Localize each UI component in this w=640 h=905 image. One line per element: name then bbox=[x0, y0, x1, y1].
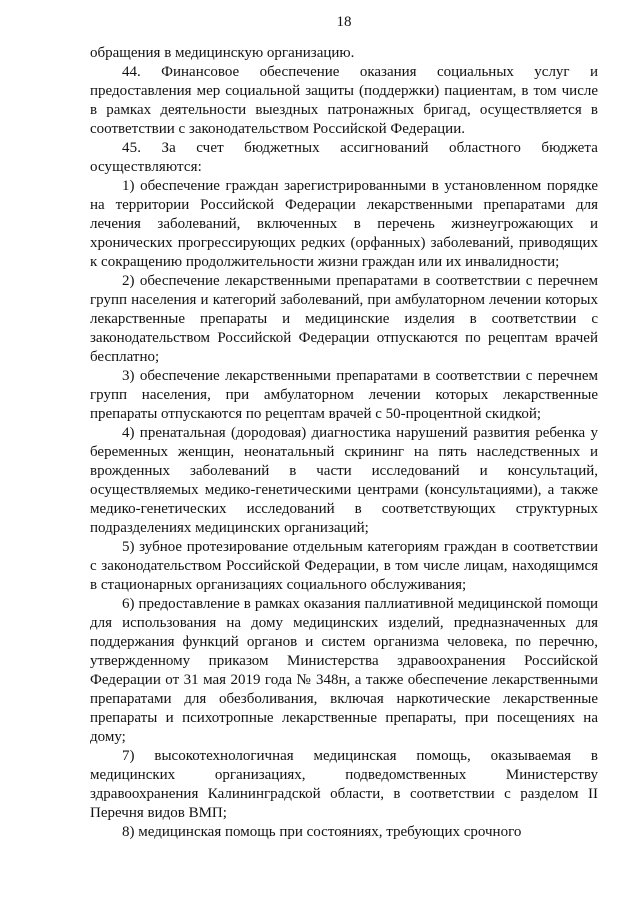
list-item-3: 3) обеспечение лекарственными препаратами в соответствии с перечнем групп населения, при амбулаторном лечении которых лекарственные препараты отпускаются по рецептам врачей с 50-процентной скидкой; bbox=[90, 368, 598, 422]
list-item-5: 5) зубное протезирование отдельным категориям граждан в соответствии с законодательством Российской Федерации, в том числе лицам, находящимся в стационарных организациях социального обслуживания; bbox=[90, 539, 598, 593]
paragraph-continuation: обращения в медицинскую организацию. bbox=[90, 45, 355, 61]
list-item-6: 6) предоставление в рамках оказания паллиативной медицинской помощи для использования на дому медицинских изделий, предназначенных для поддержания функций органов и систем организма человека, по перечню, утвержденному приказом Министерства здравоохранения Российской Федерации от 31 мая 2019 года № 348н, а также обеспечение лекарственными препаратами для обезболивания, включая наркотические лекарственные препараты и психотропные лекарственные препараты, при посещениях на дому; bbox=[90, 596, 598, 745]
list-item-8: 8) медицинская помощь при состояниях, требующих срочного bbox=[122, 824, 522, 840]
list-item-2: 2) обеспечение лекарственными препаратами в соответствии с перечнем групп населения и категорий заболеваний, при амбулаторном лечении которых лекарственные препараты и медицинские изделия в соответствии с законодательством Российской Федерации отпускаются по рецептам врачей бесплатно; bbox=[90, 273, 598, 365]
list-item-4: 4) пренатальная (дородовая) диагностика нарушений развития ребенка у беременных женщин, неонатальный скрининг на пять наследственных и врожденных заболеваний в части исследований и консультаций, осуществляемых медико-генетическими центрами (консультациями), а также медико-генетических исследований в соответствующих структурных подразделениях медицинских организаций; bbox=[90, 425, 598, 536]
paragraph-45: 45. За счет бюджетных ассигнований областного бюджета осуществляются: bbox=[90, 140, 598, 175]
list-item-1: 1) обеспечение граждан зарегистрированными в установленном порядке на территории Российской Федерации лекарственными препаратами для лечения заболеваний, включенных в перечень жизнеугрожающих и хронических прогрессирующих редких (орфанных) заболеваний, приводящих к сокращению продолжительности жизни граждан или их инвалидности; bbox=[90, 178, 598, 270]
page-number: 18 bbox=[336, 14, 352, 30]
list-item-7: 7) высокотехнологичная медицинская помощь, оказываемая в медицинских организациях, подведомственных Министерству здравоохранения Калининградской области, в соответствии с разделом II Перечня видов ВМП; bbox=[90, 748, 598, 821]
paragraph-44: 44. Финансовое обеспечение оказания социальных услуг и предоставления мер социальной защиты (поддержки) пациентам, в том числе в рамках деятельности выездных патронажных бригад, осуществляется в соответствии с законодательством Российской Федерации. bbox=[90, 64, 598, 137]
